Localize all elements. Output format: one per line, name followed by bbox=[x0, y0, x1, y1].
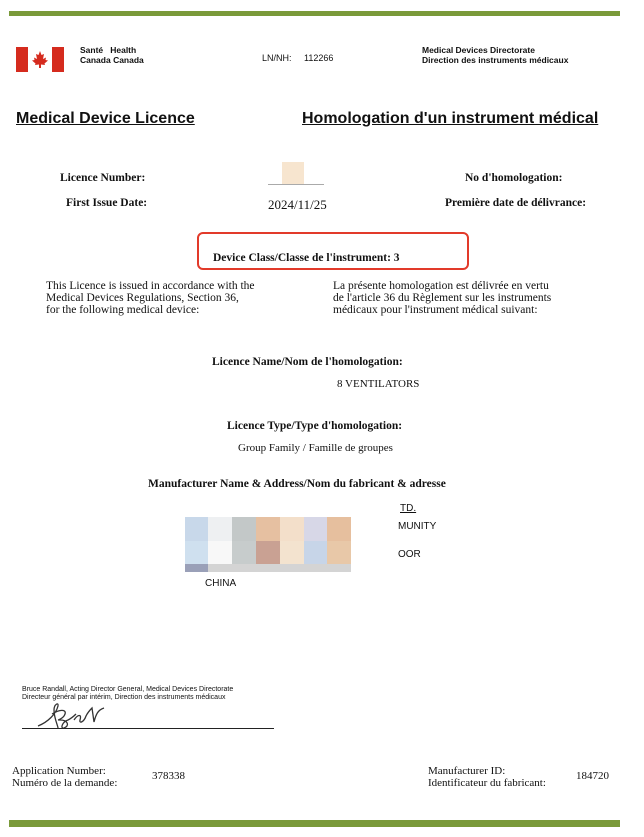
intro-fr-line: de l'article 36 du Règlement sur les instruments bbox=[333, 292, 552, 304]
intro-fr bbox=[333, 280, 551, 316]
licence-type-label: Licence Type/Type d'homologation: bbox=[227, 420, 403, 432]
manufacturer-fragment-1: TD. bbox=[400, 503, 417, 514]
intro-en-line: This Licence is issued in accordance with the bbox=[46, 280, 255, 292]
intro-en-line: Medical Devices Regulations, Section 36, bbox=[46, 292, 239, 304]
directorate-fr: Direction des instruments médicaux bbox=[422, 54, 569, 65]
intro-fr-line: La présente homologation est délivrée en vertu bbox=[333, 280, 549, 292]
licence-type-fr: Famille de groupes bbox=[308, 442, 393, 454]
top-green-bar bbox=[9, 11, 620, 16]
manufacturer-fragment-3: OOR bbox=[398, 549, 421, 560]
gov-wordmark-line2: Canada Canada bbox=[80, 54, 144, 65]
signatory-line-fr: Directeur général par intérim, Direction des instruments médicaux bbox=[22, 694, 226, 701]
title-en: Medical Device Licence bbox=[16, 110, 195, 127]
intro-en-line: for the following medical device: bbox=[46, 304, 200, 316]
licence-number-label-en: Licence Number: bbox=[60, 172, 146, 184]
signature-line bbox=[22, 728, 274, 729]
manufacturer-label: Manufacturer Name & Address/Nom du fabricant & adresse bbox=[148, 478, 446, 490]
manufacturer-id-label-en: Manufacturer ID: bbox=[428, 765, 506, 777]
manufacturer-country: CHINA bbox=[205, 578, 237, 589]
licence-type-value bbox=[238, 442, 393, 454]
ln-number: 112266 bbox=[304, 53, 334, 63]
application-number-value: 378338 bbox=[152, 770, 185, 782]
licence-type-separator: / bbox=[300, 442, 309, 454]
licence-number-underline bbox=[268, 184, 324, 185]
device-class: Device Class/Classe de l'instrument: 3 bbox=[213, 252, 400, 264]
licence-number-label-fr: No d'homologation: bbox=[465, 172, 563, 184]
manufacturer-id-label-fr: Identificateur du fabricant: bbox=[428, 776, 546, 789]
manufacturer-fragment-2: MUNITY bbox=[398, 521, 437, 532]
manufacturer-id-value: 184720 bbox=[576, 770, 609, 782]
bottom-green-bar bbox=[9, 820, 620, 827]
licence-name-label: Licence Name/Nom de l'homologation: bbox=[212, 356, 403, 368]
issue-date-label-en: First Issue Date: bbox=[66, 197, 148, 209]
manufacturer-id-labels bbox=[428, 766, 546, 789]
licence-number-redacted bbox=[282, 162, 304, 184]
ln-number-block bbox=[262, 53, 333, 63]
licence-name-value: 8 VENTILATORS bbox=[337, 378, 420, 390]
device-class-highlight bbox=[197, 232, 469, 270]
gov-wordmark bbox=[80, 46, 144, 65]
licence-type-en: Group Family bbox=[238, 442, 301, 454]
signatory-line-en: Bruce Randall, Acting Director General, Medical Devices Directorate bbox=[22, 686, 234, 693]
intro-en bbox=[46, 280, 255, 316]
issue-date-value: 2024/11/25 bbox=[268, 197, 327, 212]
manufacturer-redacted-block bbox=[185, 517, 351, 574]
application-number-label-en: Application Number: bbox=[12, 765, 106, 777]
ln-label: LN/NH: bbox=[262, 53, 292, 63]
issue-date-label-fr: Première date de délivrance: bbox=[445, 197, 587, 209]
title-fr: Homologation d'un instrument médical bbox=[302, 110, 599, 127]
canada-flag-icon bbox=[16, 47, 64, 72]
directorate-en: Medical Devices Directorate bbox=[422, 45, 535, 55]
gov-wordmark-line1: Santé Health bbox=[80, 45, 137, 55]
application-number-label-fr: Numéro de la demande: bbox=[12, 776, 118, 789]
intro-fr-line: médicaux pour l'instrument médical suivant: bbox=[333, 304, 538, 316]
directorate-block bbox=[422, 46, 568, 65]
application-number-labels bbox=[12, 766, 117, 789]
